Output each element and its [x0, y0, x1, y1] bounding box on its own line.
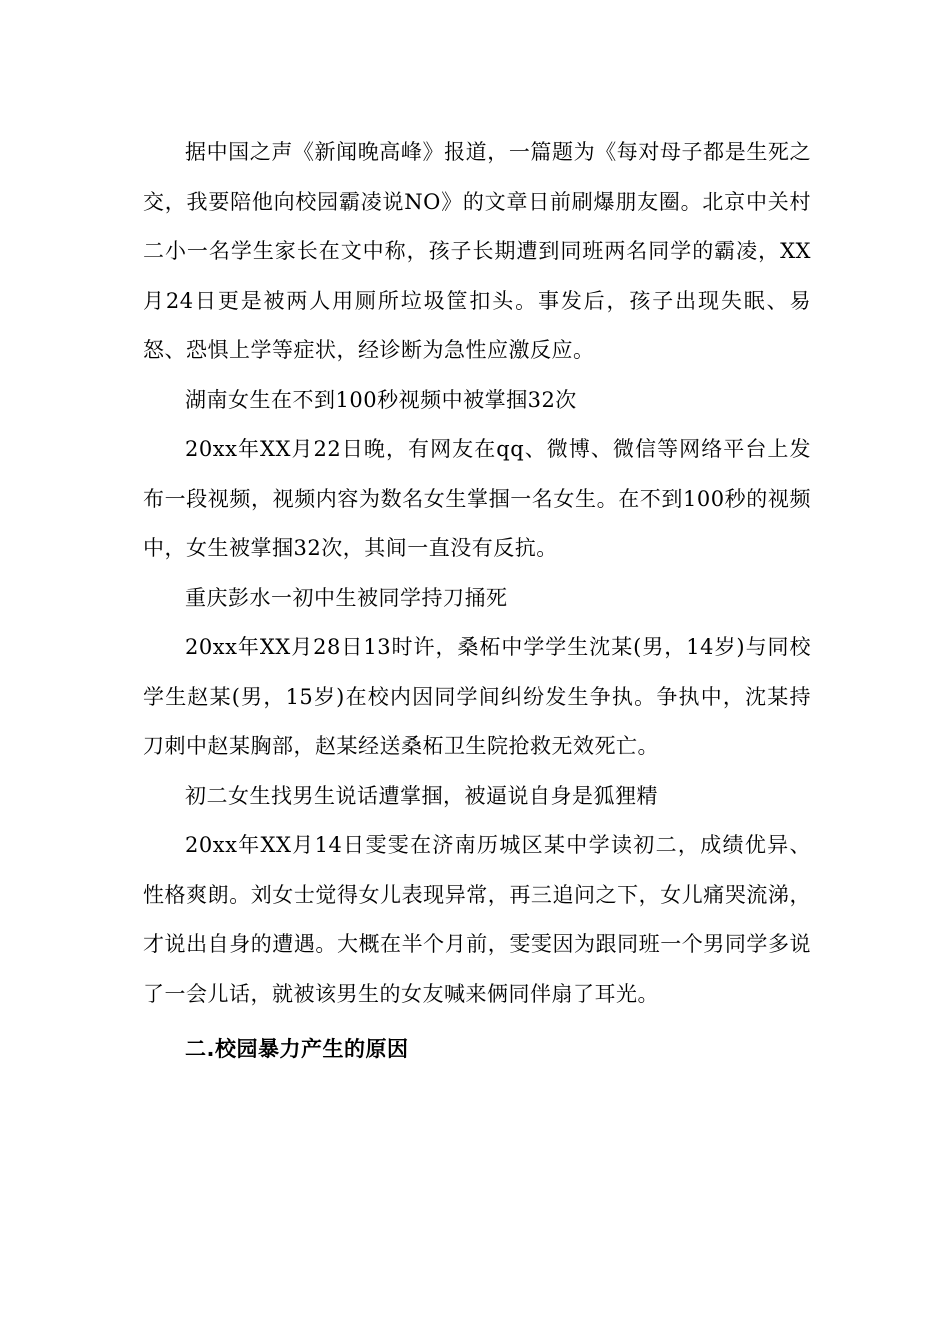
- case-title-jinan: 初二女生找男生说话遭掌掴，被逼说自身是狐狸精: [185, 783, 658, 808]
- paragraph-news-report: 据中国之声《新闻晚高峰》报道，一篇题为《每对母子都是生死之交，我要陪他向校园霸凌说NO》的文章日前刷爆朋友圈。北京中关村二小一名学生家长在文中称，孩子长期遭到同班两名同学的霸凌，XX月24日更是被两人用厕所垃圾筐扣头。事发后，孩子出现失眠、易怒、恐惧上学等症状，经诊断为急性应激反应。: [143, 140, 811, 362]
- paragraph-chongqing-case: 20xx年XX月28日13时许，桑柘中学学生沈某(男，14岁)与同校学生赵某(男，15岁)在校内因同学间纠纷发生争执。争执中，沈某持刀刺中赵某胸部，赵某经送桑柘卫生院抢救无效死亡。: [143, 635, 811, 758]
- case-title-hunan: 湖南女生在不到100秒视频中被掌掴32次: [185, 387, 577, 412]
- section-heading: 二.校园暴力产生的原因: [185, 1037, 409, 1061]
- paragraph-hunan-case: 20xx年XX月22日晚，有网友在qq、微博、微信等网络平台上发布一段视频，视频内容为数名女生掌掴一名女生。在不到100秒的视频中，女生被掌掴32次，其间一直没有反抗。: [143, 437, 811, 560]
- case-title-chongqing: 重庆彭水一初中生被同学持刀捅死: [185, 585, 508, 610]
- document-body: [143, 128, 811, 1075]
- paragraph-jinan-case: 20xx年XX月14日雯雯在济南历城区某中学读初二，成绩优异、性格爽朗。刘女士觉得女儿表现异常，再三追问之下，女儿痛哭流涕，才说出自身的遭遇。大概在半个月前，雯雯因为跟同班一个男同学多说了一会儿话，就被该男生的女友喊来俩同伴扇了耳光。: [143, 833, 811, 1006]
